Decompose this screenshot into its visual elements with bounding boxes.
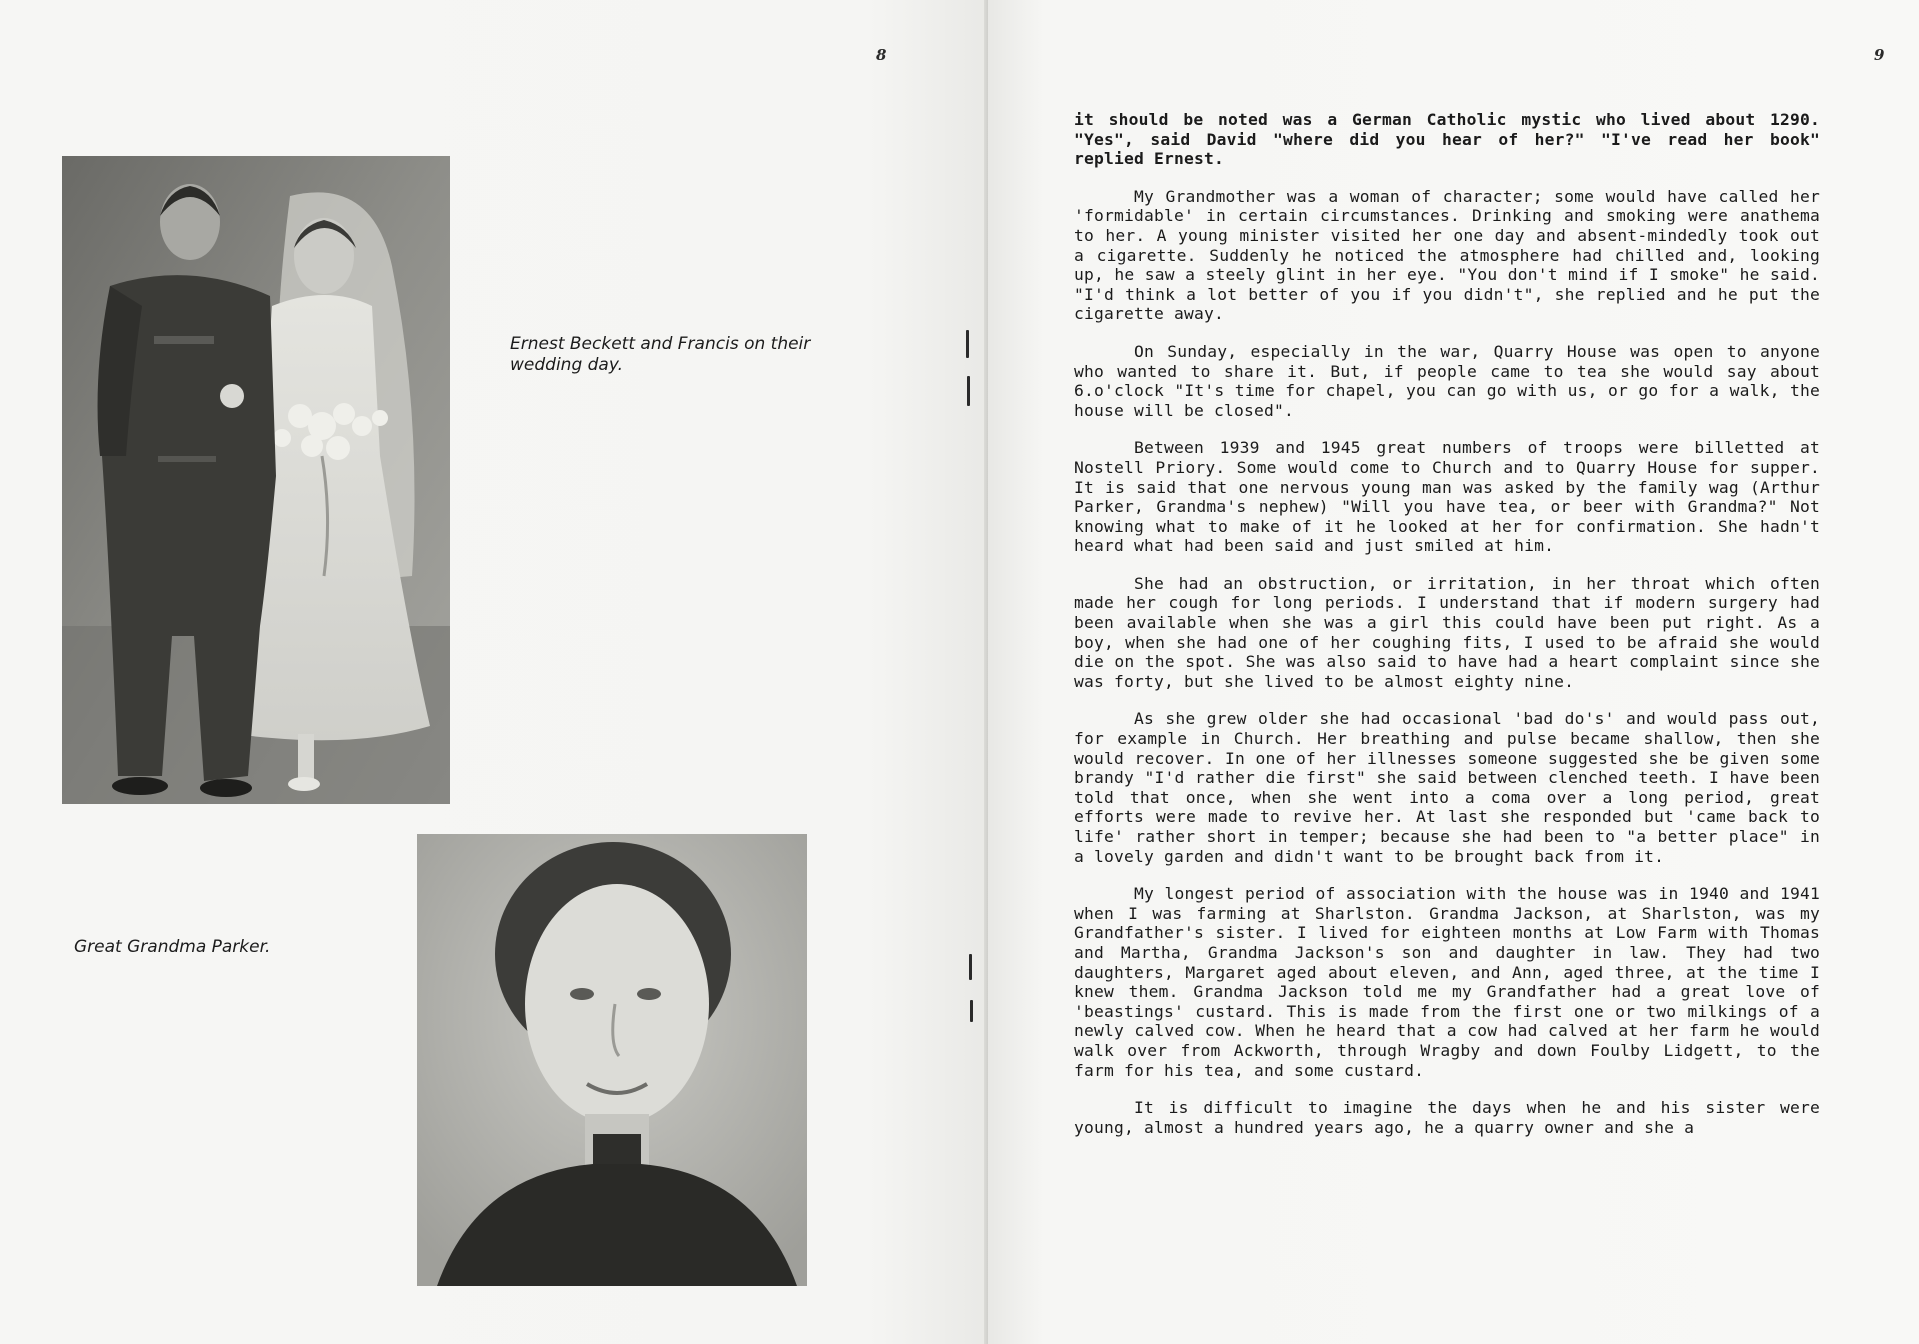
scan-mark <box>966 330 969 358</box>
parker-portrait-image <box>417 834 807 1286</box>
paragraph: My longest period of association with the house was in 1940 and 1941 when I was farming at Sharlston. Grandma Jackson, at Sharlston, was my Grandfather's sister. I lived for eighteen months at Low Farm with Thomas and Martha, Grandma Jackson's son and daughter in law. They had two daughters, Margaret aged about eleven, and Ann, aged three, at the time I knew them. Grandma Jackson told me my Grandfather had a great love of 'beastings' custard. This is made from the first one or two milkings of a newly calved cow. When he heard that a cow had calved at her farm he would walk over from Ackworth, through Wragby and down Foulby Lidgett, to the farm for his tea, and some custard. <box>1074 884 1820 1080</box>
paragraph: As she grew older she had occasional 'bad do's' and would pass out, for example in Church. Her breathing and pulse became shallow, then she would recover. In one of her illnesses someone suggested she be given some brandy "I'd rather die first" she said between clenched teeth. I have been told that once, when she went into a coma over a long period, great efforts were made to revive her. At last she responded but 'came back to life' rather short in temper; because she had been to "a better place" in a lovely garden and didn't want to be brought back from it. <box>1074 709 1820 866</box>
paragraph: It is difficult to imagine the days when he and his sister were young, almost a hundred years ago, he a quarry owner and she a <box>1074 1098 1820 1137</box>
parker-portrait-photo <box>417 834 807 1286</box>
parker-portrait-caption: Great Grandma Parker. <box>74 937 271 957</box>
paragraph: it should be noted was a German Catholic mystic who lived about 1290. "Yes", said David "where did you hear of her?" "I've read her book" replied Ernest. <box>1074 110 1820 169</box>
wedding-photo-image <box>62 156 450 804</box>
body-text <box>1074 110 1820 1155</box>
paragraph: On Sunday, especially in the war, Quarry House was open to anyone who wanted to share it. But, if people came to tea she would say about 6.o'clock "It's time for chapel, you can go with us, or go for a walk, the house will be closed". <box>1074 341 1820 420</box>
paragraph: She had an obstruction, or irritation, in her throat which often made her cough for long periods. I understand that if modern surgery had been available when she was a girl this could have been put right. As a boy, when she had one of her coughing fits, I used to be afraid she would die on the spot. She was also said to have had a heart complaint since she was forty, but she lived to be almost eighty nine. <box>1074 573 1820 691</box>
paragraph: My Grandmother was a woman of character; some would have called her 'formidable' in certain circumstances. Drinking and smoking were anathema to her. A young minister visited her one day and absent-mindedly took out a cigarette. Suddenly he noticed the atmosphere had chilled and, looking up, he saw a steely glint in her eye. "You don't mind if I smoke" he said. "I'd think a lot better of you if you didn't", she replied and he put the cigarette away. <box>1074 186 1820 324</box>
paragraph: Between 1939 and 1945 great numbers of troops were billetted at Nostell Priory. Some would come to Church and to Quarry House for supper. It is said that one nervous young man was asked by the family wag (Arthur Parker, Grandma's nephew) "Will you have tea, or beer with Grandma?" Not knowing what to make of it he looked at her for confirmation. She hadn't heard what had been said and just smiled at him. <box>1074 438 1820 556</box>
wedding-photo <box>62 156 450 804</box>
scan-mark <box>969 954 972 980</box>
scan-mark <box>967 376 970 406</box>
wedding-photo-caption: Ernest Beckett and Francis on their wedding day. <box>510 334 811 375</box>
page-number-left: 8 <box>876 46 887 64</box>
scan-mark <box>970 1000 973 1022</box>
page-number-right: 9 <box>1874 46 1885 64</box>
